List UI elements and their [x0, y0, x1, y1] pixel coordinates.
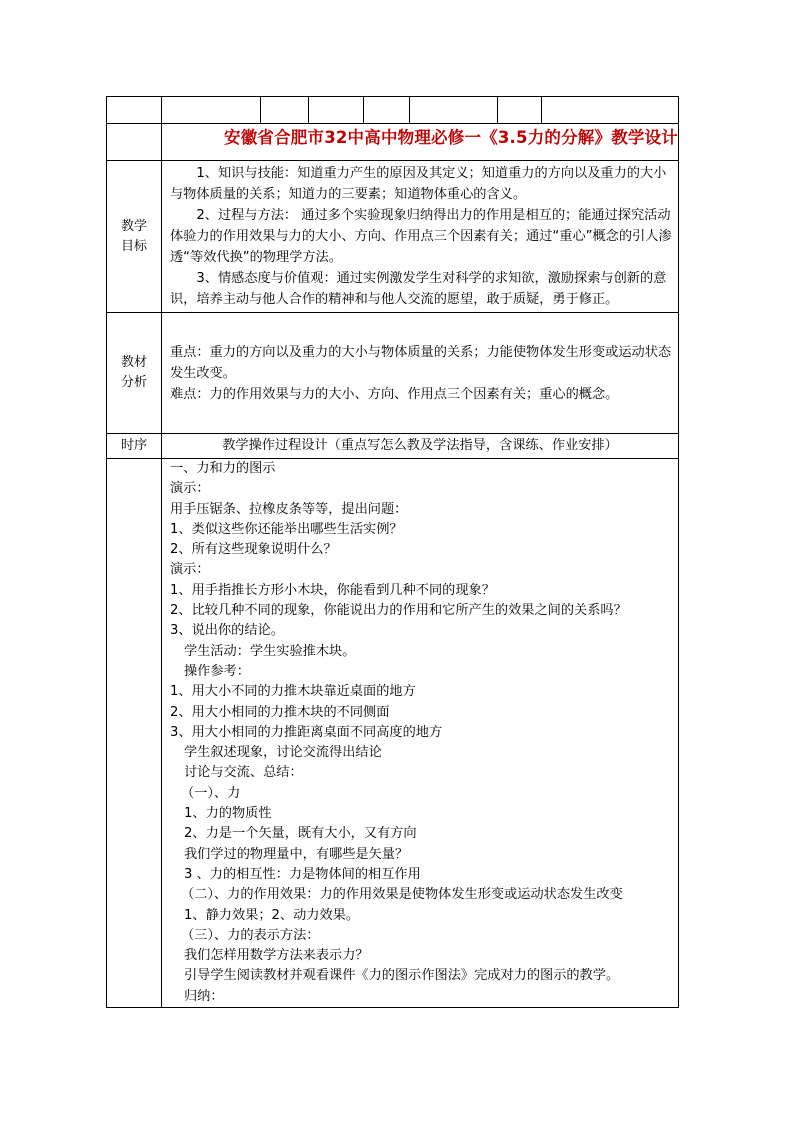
- title-left-cell: [107, 124, 162, 161]
- process-line: 1、用大小不同的力推木块靠近桌面的地方: [170, 684, 416, 700]
- process-row: [107, 459, 679, 1008]
- process-line: 2、所有这些现象说明什么？: [170, 542, 337, 558]
- analysis-row: [107, 313, 679, 434]
- process-line: （一）、力: [181, 785, 241, 801]
- goals-label-line2: 目标: [120, 238, 147, 254]
- sequence-label: 时序: [107, 434, 162, 459]
- goals-label: [107, 161, 162, 313]
- goals-content: [162, 161, 679, 313]
- process-line: 1、类似这些你还能举出哪些生活实例？: [170, 521, 403, 537]
- process-line: 操作参考：: [184, 663, 250, 679]
- key-point: 重点：重力的方向以及重力的大小与物体质量的关系；力能使物体发生形变或运动状态发生改变。: [170, 344, 672, 381]
- process-line: （二）、力的作用效果：力的作用效果是使物体发生形变或运动状态发生改变: [181, 887, 623, 903]
- header-cell: [542, 97, 679, 124]
- goals-row: [107, 161, 679, 313]
- process-line: 归纳：: [184, 988, 224, 1004]
- process-line: 演示：: [170, 481, 210, 497]
- header-cell: [261, 97, 309, 124]
- process-line: 1、静力效果；2、动力效果。: [184, 907, 360, 923]
- process-line: 2、比较几种不同的现象，你能说出力的作用和它所产生的效果之间的关系吗？: [170, 603, 627, 619]
- goal-attitude: 3、情感态度与价值观：通过实例激发学生对科学的求知欲，激励探索与创新的意识，培养主动与他人合作的精神和与他人交流的愿望，敢于质疑，勇于修正。: [170, 271, 667, 307]
- process-line: 演示：: [170, 562, 210, 578]
- process-line: 1、力的物质性: [184, 806, 272, 822]
- process-line: 3、用大小相同的力推距离桌面不同高度的地方: [170, 724, 443, 740]
- analysis-label-line2: 分析: [120, 375, 147, 390]
- difficulty: 难点：力的作用效果与力的大小、方向、作用点三个因素有关；重心的概念。: [170, 386, 619, 402]
- header-cell: [410, 97, 498, 124]
- header-cell: [364, 97, 410, 124]
- analysis-label: [107, 313, 162, 434]
- lesson-plan-table: [106, 96, 679, 1008]
- process-line: 2、用大小相同的力推木块的不同侧面: [170, 704, 390, 720]
- header-cell: [162, 97, 261, 124]
- empty-header-row: [107, 97, 679, 124]
- goal-process: 2、过程与方法： 通过多个实验现象归纳得出力的作用是相互的；能通过探究活动体验力的作用效果与力的大小、方向、作用点三个因素有关；通过“重心”概念的引人渗透“等效代换”的物理学方法。: [170, 208, 672, 265]
- process-line: 3 、力的相互性：力是物体间的相互作用: [184, 866, 421, 882]
- process-line: 1、用手指推长方形小木块，你能看到几种不同的现象？: [170, 582, 495, 598]
- process-line: （三）、力的表示方法：: [181, 927, 320, 943]
- process-line: 3、说出你的结论。: [170, 623, 284, 639]
- process-line: 讨论与交流、总结：: [184, 765, 303, 781]
- process-line: 我们怎样用数学方法来表示力？: [184, 948, 369, 964]
- process-time-cell: [107, 459, 162, 1008]
- process-line: 2、力是一个矢量，既有大小，又有方向: [184, 826, 417, 842]
- process-line: 一、力和力的图示: [170, 461, 276, 476]
- title-row: [107, 124, 679, 161]
- process-line: 学生活动：学生实验推木块。: [184, 643, 356, 659]
- process-header: 教学操作过程设计（重点写怎么教及学法指导，含课练、作业安排）: [162, 434, 679, 459]
- header-cell: [107, 97, 162, 124]
- header-cell: [309, 97, 364, 124]
- goals-label-line1: 教学: [120, 218, 147, 234]
- process-line: 引导学生阅读教材并观看课件《力的图示作图法》完成对力的图示的教学。: [184, 968, 620, 984]
- analysis-label-line1: 教材: [120, 355, 147, 370]
- analysis-content: [162, 313, 679, 434]
- goal-knowledge: 1、知识与技能：知道重力产生的原因及其定义；知道重力的方向以及重力的大小与物体质量的关系；知道力的三要素；知道物体重心的含义。: [170, 166, 667, 202]
- sequence-header-row: [107, 434, 679, 459]
- process-line: 学生叙述现象，讨论交流得出结论: [184, 745, 382, 761]
- process-line: 我们学过的物理量中，有哪些是矢量？: [184, 846, 409, 862]
- document-title: 安徽省合肥市32中高中物理必修一《3.5力的分解》教学设计: [162, 124, 679, 161]
- process-line: 用手压锯条、拉橡皮条等等，提出问题：: [170, 501, 408, 517]
- process-content: [162, 459, 679, 1008]
- header-cell: [498, 97, 542, 124]
